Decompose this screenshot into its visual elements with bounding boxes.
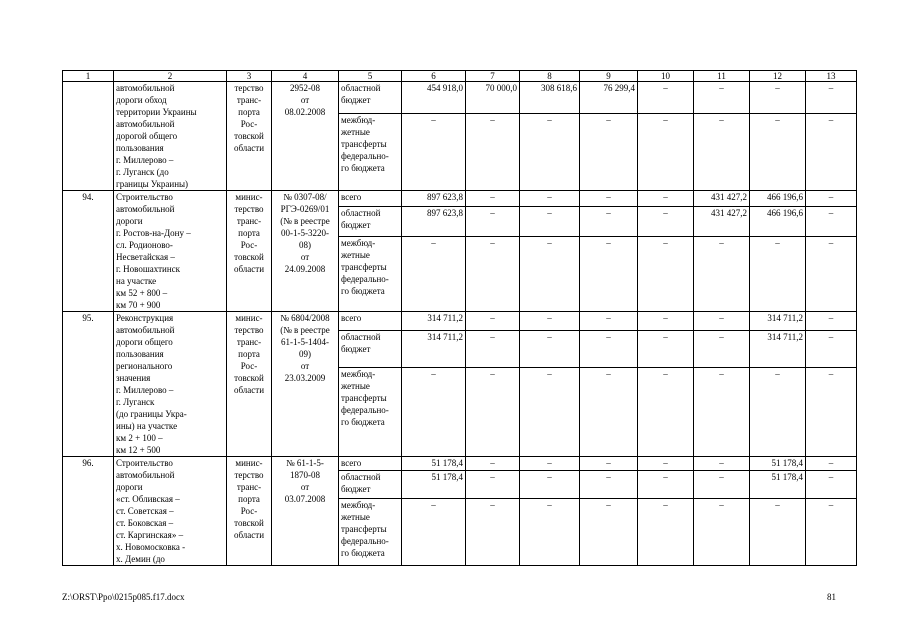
amount-cell: – — [806, 113, 857, 190]
amount-cell: – — [638, 457, 694, 471]
funding-source: межбюд- жетные трансферты федерально- го бюджета — [339, 113, 402, 190]
amount-cell: – — [466, 331, 520, 368]
amount-cell: – — [520, 237, 580, 312]
funding-source: всего — [339, 191, 402, 207]
amount-cell: – — [806, 191, 857, 207]
amount-cell: – — [806, 312, 857, 331]
row-number: 96. — [63, 457, 114, 566]
expertise-doc: № 6804/2008 (№ в реестре 61-1-5-1404- 09) от 23.03.2009 — [272, 312, 339, 457]
customer-org: терство транс- порта Рос- товской области — [227, 82, 272, 191]
amount-cell: – — [750, 113, 806, 190]
amount-cell: – — [694, 312, 750, 331]
row-number: 95. — [63, 312, 114, 457]
amount-cell: 314 711,2 — [750, 331, 806, 368]
customer-org: минис- терство транс- порта Рос- товской области — [227, 312, 272, 457]
amount-cell: 51 178,4 — [750, 457, 806, 471]
amount-cell: – — [580, 312, 638, 331]
amount-cell: – — [638, 367, 694, 456]
amount-cell: – — [580, 113, 638, 190]
amount-cell: 314 711,2 — [402, 312, 466, 331]
amount-cell: 308 618,6 — [520, 82, 580, 114]
amount-cell: – — [466, 113, 520, 190]
amount-cell: – — [402, 113, 466, 190]
amount-cell: – — [580, 237, 638, 312]
table-row — [63, 457, 857, 471]
amount-cell: – — [806, 471, 857, 499]
column-number: 9 — [580, 71, 638, 82]
amount-cell: – — [466, 471, 520, 499]
amount-cell: – — [638, 471, 694, 499]
amount-cell: – — [750, 82, 806, 114]
amount-cell: – — [694, 471, 750, 499]
amount-cell: – — [580, 457, 638, 471]
amount-cell: – — [466, 312, 520, 331]
funding-source: областной бюджет — [339, 206, 402, 237]
amount-cell: – — [638, 331, 694, 368]
amount-cell: 466 196,6 — [750, 206, 806, 237]
funding-source: областной бюджет — [339, 471, 402, 499]
amount-cell: – — [466, 206, 520, 237]
column-number: 4 — [272, 71, 339, 82]
amount-cell: – — [520, 312, 580, 331]
document-page — [62, 70, 857, 566]
column-number: 13 — [806, 71, 857, 82]
amount-cell: – — [466, 237, 520, 312]
amount-cell: 51 178,4 — [750, 471, 806, 499]
amount-cell: – — [806, 82, 857, 114]
amount-cell: – — [694, 367, 750, 456]
funding-source: областной бюджет — [339, 82, 402, 114]
amount-cell: – — [580, 331, 638, 368]
amount-cell: – — [694, 237, 750, 312]
funding-source: всего — [339, 457, 402, 471]
customer-org: минис- терство транс- порта Рос- товской области — [227, 191, 272, 312]
object-name: Строительство автомобильной дороги «ст. Обливская – ст. Советская – ст. Боковская – ст. Каргинская» – х. Новомосковка - х. Демин (до — [114, 457, 227, 566]
amount-cell: – — [520, 191, 580, 207]
amount-cell: – — [402, 498, 466, 565]
amount-cell: 897 623,8 — [402, 206, 466, 237]
amount-cell: – — [638, 206, 694, 237]
amount-cell: – — [806, 498, 857, 565]
column-number: 5 — [339, 71, 402, 82]
amount-cell: 314 711,2 — [402, 331, 466, 368]
customer-org: минис- терство транс- порта Рос- товской области — [227, 457, 272, 566]
amount-cell: 70 000,0 — [466, 82, 520, 114]
amount-cell: – — [402, 237, 466, 312]
expertise-doc: № 0307-08/ РГЭ-0269/01 (№ в реестре 00-1-5-3220- 08) от 24.09.2008 — [272, 191, 339, 312]
file-path: Z:\ORST\Ppo\0215p085.f17.docx — [62, 592, 185, 602]
column-number: 6 — [402, 71, 466, 82]
amount-cell: – — [580, 367, 638, 456]
amount-cell: 466 196,6 — [750, 191, 806, 207]
amount-cell: – — [520, 367, 580, 456]
funding-source: всего — [339, 312, 402, 331]
amount-cell: 454 918,0 — [402, 82, 466, 114]
object-name: автомобильной дороги обход территории Украины автомобильной дорогой общего пользования г. Миллерово – г. Луганск (до границы Украины) — [114, 82, 227, 191]
table-row — [63, 312, 857, 331]
object-name: Строительство автомобильной дороги г. Ростов-на-Дону – сл. Родионово- Несветайская – г. Новошахтинск на участке км 52 + 800 – км 70 + 900 — [114, 191, 227, 312]
amount-cell: 897 623,8 — [402, 191, 466, 207]
amount-cell: – — [520, 206, 580, 237]
amount-cell: – — [694, 113, 750, 190]
amount-cell: – — [638, 82, 694, 114]
amount-cell: – — [520, 471, 580, 499]
amount-cell: – — [806, 206, 857, 237]
amount-cell: 76 299,4 — [580, 82, 638, 114]
page-number: 81 — [827, 592, 836, 602]
column-number: 1 — [63, 71, 114, 82]
object-name: Реконструкция автомобильной дороги общего пользования регионального значения г. Миллерово – г. Луганск (до границы Укра- ины) на участке км 2 + 100 – км 12 + 500 — [114, 312, 227, 457]
amount-cell: – — [806, 457, 857, 471]
amount-cell: – — [806, 237, 857, 312]
amount-cell: – — [694, 498, 750, 565]
amount-cell: – — [750, 237, 806, 312]
amount-cell: – — [806, 367, 857, 456]
row-number: 94. — [63, 191, 114, 312]
table-row — [63, 191, 857, 207]
funding-source: межбюд- жетные трансферты федерально- го бюджета — [339, 367, 402, 456]
amount-cell: – — [580, 498, 638, 565]
table-row — [63, 82, 857, 114]
column-number: 12 — [750, 71, 806, 82]
amount-cell: – — [580, 206, 638, 237]
amount-cell: – — [750, 367, 806, 456]
column-number: 11 — [694, 71, 750, 82]
amount-cell: – — [466, 498, 520, 565]
amount-cell: 431 427,2 — [694, 191, 750, 207]
amount-cell: – — [402, 367, 466, 456]
amount-cell: – — [638, 312, 694, 331]
funding-source: межбюд- жетные трансферты федерально- го бюджета — [339, 237, 402, 312]
expertise-doc: 2952-08 от 08.02.2008 — [272, 82, 339, 191]
amount-cell: – — [694, 331, 750, 368]
amount-cell: – — [520, 331, 580, 368]
amount-cell: – — [520, 498, 580, 565]
amount-cell: – — [694, 457, 750, 471]
amount-cell: – — [750, 498, 806, 565]
amount-cell: – — [694, 82, 750, 114]
column-number: 2 — [114, 71, 227, 82]
amount-cell: 314 711,2 — [750, 312, 806, 331]
amount-cell: – — [466, 367, 520, 456]
funding-source: межбюд- жетные трансферты федерально- го бюджета — [339, 498, 402, 565]
amount-cell: – — [580, 471, 638, 499]
column-number: 3 — [227, 71, 272, 82]
amount-cell: – — [638, 498, 694, 565]
amount-cell: – — [638, 113, 694, 190]
amount-cell: – — [638, 237, 694, 312]
amount-cell: 51 178,4 — [402, 457, 466, 471]
row-number — [63, 82, 114, 191]
program-table — [62, 70, 857, 566]
amount-cell: – — [520, 457, 580, 471]
amount-cell: – — [520, 113, 580, 190]
header-row — [63, 71, 857, 82]
amount-cell: – — [638, 191, 694, 207]
amount-cell: – — [466, 191, 520, 207]
amount-cell: – — [580, 191, 638, 207]
amount-cell: – — [806, 331, 857, 368]
column-number: 8 — [520, 71, 580, 82]
funding-source: областной бюджет — [339, 331, 402, 368]
column-number: 7 — [466, 71, 520, 82]
expertise-doc: № 61-1-5- 1870-08 от 03.07.2008 — [272, 457, 339, 566]
amount-cell: 51 178,4 — [402, 471, 466, 499]
column-number: 10 — [638, 71, 694, 82]
amount-cell: 431 427,2 — [694, 206, 750, 237]
amount-cell: – — [466, 457, 520, 471]
